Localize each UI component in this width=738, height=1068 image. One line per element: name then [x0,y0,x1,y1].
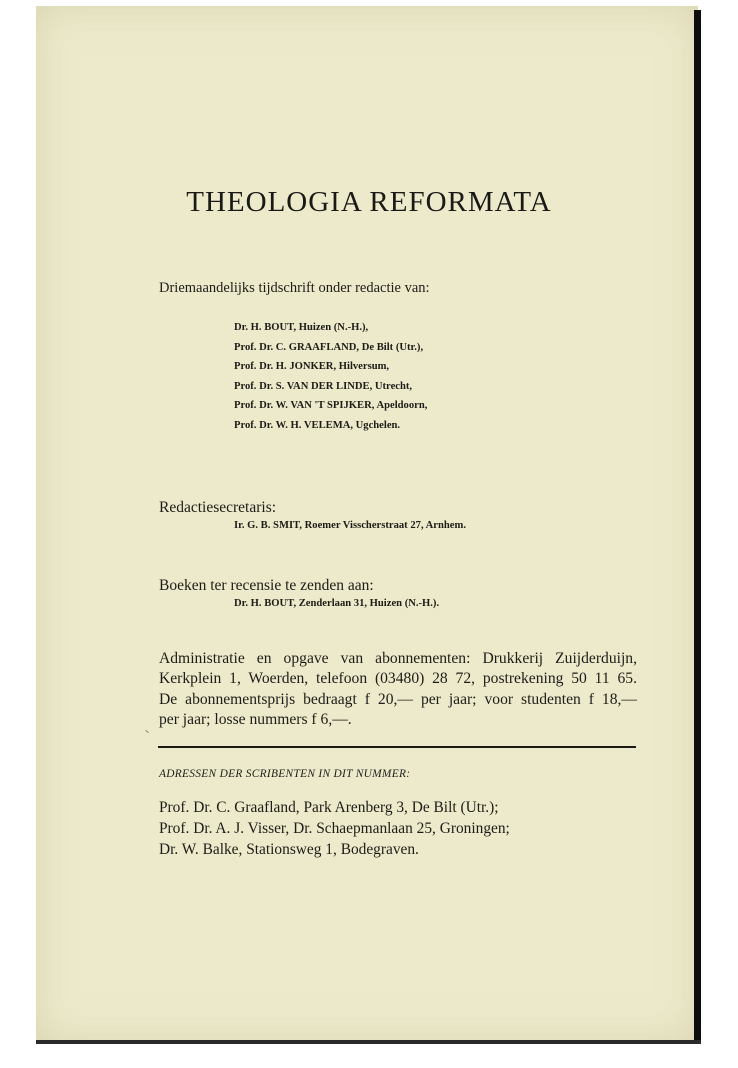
editor-item: Prof. Dr. H. JONKER, Hilversum, [234,361,390,373]
page-edge-shadow-bottom [36,1040,701,1044]
author-address-item: Prof. Dr. C. Graafland, Park Arenberg 3, De Bilt (Utr.); [159,799,499,816]
authors-heading: ADRESSEN DER SCRIBENTEN IN DIT NUMMER: [159,768,411,780]
author-address-item: Prof. Dr. A. J. Visser, Dr. Schaepmanlaan 25, Groningen; [159,820,510,838]
administration-paragraph [159,649,637,731]
editor-item: Prof. Dr. W. H. VELEMA, Ugchelen. [234,419,401,431]
editor-item: Dr. H. BOUT, Huizen (N.-H.), [234,322,369,333]
administration-line: De abonnementsprijs bedraagt f 20,— per jaar; voor studenten f 18,— [159,690,637,708]
reviews-label: Boeken ter recensie te zenden aan: [159,577,374,594]
reviews-detail: Dr. H. BOUT, Zenderlaan 31, Huizen (N.-H.). [234,598,440,609]
page-edge-shadow-right [694,10,701,1042]
author-address-list [159,797,510,861]
administration-line: Kerkplein 1, Woerden, telefoon (03480) 28 72, postrekening 50 11 65. [159,670,637,688]
editorial-intro: Driemaandelijks tijdschrift onder redactie van: [159,280,430,296]
secretaries-detail: Ir. G. B. SMIT, Roemer Visscherstraat 27, Arnhem. [234,520,466,531]
editor-item: Prof. Dr. W. VAN 'T SPIJKER, Apeldoorn, [234,400,428,412]
editor-item: Prof. Dr. S. VAN DER LINDE, Utrecht, [234,380,413,392]
author-address-item: Dr. W. Balke, Stationsweg 1, Bodegraven. [159,841,419,859]
horizontal-divider [158,746,636,748]
secretaries-label: Redactiesecretaris: [159,499,277,516]
editor-list [234,318,427,436]
administration-line: per jaar; losse nummers f 6,—. [159,711,352,729]
editor-item: Prof. Dr. C. GRAAFLAND, De Bilt (Utr.), [234,341,424,353]
journal-title: THEOLOGIA REFORMATA [186,186,552,218]
administration-line: Administratie en opgave van abonnementen: Drukkerij Zuijderduijn, [159,650,637,667]
